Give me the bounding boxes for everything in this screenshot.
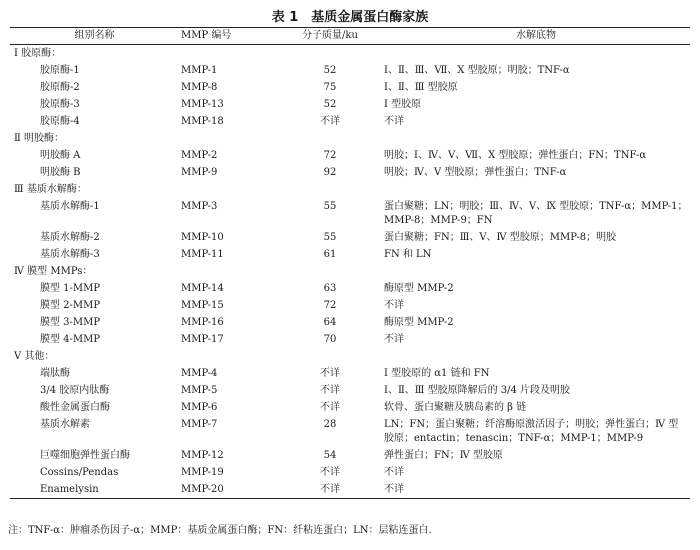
table-row — [10, 246, 690, 263]
group-row — [10, 348, 690, 365]
enzyme-name-cell: 巨噬细胞弹性蛋白酶 — [40, 450, 130, 461]
enzyme-name-cell: 3/4 胶原内肽酶 — [40, 385, 110, 396]
enzyme-name-cell: 膜型 2-MMP — [40, 300, 101, 311]
mmp-number-cell: MMP-2 — [181, 150, 218, 161]
enzyme-name-cell: 胶原酶-4 — [40, 116, 80, 127]
enzyme-name-cell: 基质水解酶-2 — [40, 232, 100, 243]
table-row — [10, 164, 690, 181]
table-row — [10, 365, 690, 382]
substrate-cell: 不详 — [382, 481, 690, 499]
mmp-number-cell: MMP-17 — [181, 334, 224, 345]
molecular-weight-cell: 70 — [323, 334, 337, 345]
molecular-weight-cell: 不详 — [320, 116, 340, 127]
table-title: 表 1 基质金属蛋白酶家族 — [271, 10, 429, 25]
mmp-number-cell: MMP-15 — [181, 300, 224, 311]
header-mmp-number: MMP 编号 — [179, 28, 278, 45]
mmp-number-cell: MMP-12 — [181, 450, 224, 461]
molecular-weight-cell: 63 — [323, 283, 337, 294]
mmp-family-table — [10, 27, 690, 499]
table-body — [10, 45, 690, 499]
table-row — [10, 229, 690, 246]
substrate-cell: Ⅰ 型胶原 — [384, 99, 422, 110]
substrate-cell: 明胶；Ⅰ、Ⅳ、Ⅴ、Ⅶ、Ⅹ 型胶原；弹性蛋白；FN；TNF-α — [384, 150, 647, 161]
substrate-cell: 软骨、蛋白聚糖及胰岛素的 β 链 — [384, 402, 527, 413]
molecular-weight-cell: 75 — [323, 82, 337, 93]
substrate-cell: 酶原型 MMP-2 — [384, 317, 454, 328]
mmp-number-cell: MMP-19 — [181, 467, 224, 478]
molecular-weight-cell: 92 — [323, 167, 337, 178]
substrate-cell: 不详 — [384, 300, 404, 311]
enzyme-name-cell: 明胶酶 A — [40, 150, 81, 161]
substrate-cell: LN；FN；蛋白聚糖；纤溶酶原激活因子；明胶；弹性蛋白；Ⅳ 型胶原；entactin；tenascin；TNF-α；MMP-1；MMP-9 — [384, 419, 679, 444]
enzyme-name-cell: 酸性金属蛋白酶 — [40, 402, 110, 413]
group-name: Ⅴ 其他： — [14, 351, 55, 362]
table-row — [10, 331, 690, 348]
group-row — [10, 130, 690, 147]
enzyme-name-cell: 胶原酶-3 — [40, 99, 80, 110]
molecular-weight-cell: 55 — [323, 232, 337, 243]
enzyme-name-cell: 基质水解酶-1 — [40, 201, 100, 212]
group-row — [10, 181, 690, 198]
table-row — [10, 62, 690, 79]
molecular-weight-cell: 不详 — [320, 402, 340, 413]
table-row — [10, 314, 690, 331]
table-row — [10, 447, 690, 464]
enzyme-name-cell: Cossins/Pendas — [40, 467, 119, 478]
substrate-cell: 蛋白聚糖；LN；明胶；Ⅲ、Ⅳ、Ⅴ、Ⅸ 型胶原；TNF-α；MMP-1；MMP-8；MMP-9；FN — [384, 201, 688, 226]
table-row — [10, 382, 690, 399]
enzyme-name-cell: 胶原酶-1 — [40, 65, 80, 76]
table-row — [10, 416, 690, 447]
molecular-weight-cell: 72 — [323, 300, 337, 311]
enzyme-name-cell: Enamelysin — [10, 481, 179, 499]
table-row — [10, 297, 690, 314]
substrate-cell: Ⅰ、Ⅱ、Ⅲ 型胶原降解后的 3/4 片段及明胶 — [384, 385, 571, 396]
molecular-weight-cell: 54 — [323, 450, 337, 461]
table-row — [10, 113, 690, 130]
table-row — [10, 198, 690, 229]
mmp-number-cell: MMP-20 — [179, 481, 278, 499]
molecular-weight-cell: 52 — [323, 65, 337, 76]
enzyme-name-cell: 基质水解素 — [40, 419, 90, 430]
enzyme-name-cell: 膜型 1-MMP — [40, 283, 101, 294]
enzyme-name-cell: 端肽酶 — [40, 368, 70, 379]
enzyme-name-cell: 膜型 4-MMP — [40, 334, 101, 345]
substrate-cell: Ⅰ、Ⅱ、Ⅲ 型胶原 — [384, 82, 458, 93]
table-row — [10, 399, 690, 416]
mmp-number-cell: MMP-16 — [181, 317, 224, 328]
substrate-cell: 不详 — [384, 334, 404, 345]
molecular-weight-cell: 72 — [323, 150, 337, 161]
table-footnote: 注：TNF-α：肿瘤杀伤因子-α；MMP：基质金属蛋白酶；FN：纤粘连蛋白；LN：层粘连蛋白. — [8, 525, 432, 536]
molecular-weight-cell: 61 — [323, 249, 337, 260]
enzyme-name-cell: 基质水解酶-3 — [40, 249, 100, 260]
group-name: Ⅰ 胶原酶： — [14, 48, 62, 59]
mmp-number-cell: MMP-8 — [181, 82, 218, 93]
substrate-cell: 不详 — [384, 116, 404, 127]
enzyme-name-cell: 膜型 3-MMP — [40, 317, 101, 328]
mmp-number-cell: MMP-11 — [181, 249, 224, 260]
mmp-number-cell: MMP-5 — [181, 385, 218, 396]
table-row — [10, 481, 690, 499]
group-name: Ⅳ 膜型 MMPs： — [14, 266, 93, 277]
substrate-cell: 酶原型 MMP-2 — [384, 283, 454, 294]
table-header-row — [10, 28, 690, 45]
mmp-number-cell: MMP-3 — [181, 201, 218, 212]
molecular-weight-cell: 55 — [323, 201, 337, 212]
molecular-weight-cell: 不详 — [320, 385, 340, 396]
substrate-cell: Ⅰ、Ⅱ、Ⅲ、Ⅶ、Ⅹ 型胶原；明胶；TNF-α — [384, 65, 570, 76]
header-substrate: 水解底物 — [382, 28, 690, 45]
substrate-cell: 蛋白聚糖；FN；Ⅲ、Ⅴ、Ⅳ 型胶原；MMP-8；明胶 — [384, 232, 617, 243]
molecular-weight-cell: 28 — [323, 419, 337, 430]
molecular-weight-cell: 64 — [323, 317, 337, 328]
substrate-cell: FN 和 LN — [384, 249, 432, 260]
table-row — [10, 280, 690, 297]
table-row — [10, 96, 690, 113]
table-row — [10, 79, 690, 96]
enzyme-name-cell: 明胶酶 B — [40, 167, 81, 178]
molecular-weight-cell: 不详 — [320, 368, 340, 379]
substrate-cell: Ⅰ 型胶原的 α1 链和 FN — [384, 368, 490, 379]
mmp-number-cell: MMP-10 — [181, 232, 224, 243]
mmp-number-cell: MMP-13 — [181, 99, 224, 110]
substrate-cell: 明胶；Ⅳ、Ⅴ 型胶原；弹性蛋白；TNF-α — [384, 167, 567, 178]
enzyme-name-cell: 胶原酶-2 — [40, 82, 80, 93]
header-molecular-weight: 分子质量/ku — [278, 28, 382, 45]
substrate-cell: 不详 — [384, 467, 404, 478]
table-row — [10, 464, 690, 481]
mmp-number-cell: MMP-18 — [181, 116, 224, 127]
table-row — [10, 147, 690, 164]
mmp-number-cell: MMP-9 — [181, 167, 218, 178]
group-name: Ⅲ 基质水解酶： — [14, 184, 87, 195]
molecular-weight-cell: 不详 — [278, 481, 382, 499]
substrate-cell: 弹性蛋白；FN；Ⅳ 型胶原 — [384, 450, 503, 461]
molecular-weight-cell: 52 — [323, 99, 337, 110]
group-name: Ⅱ 明胶酶： — [14, 133, 64, 144]
header-group-name: 组别名称 — [10, 28, 179, 45]
mmp-number-cell: MMP-6 — [181, 402, 218, 413]
molecular-weight-cell: 不详 — [320, 467, 340, 478]
group-row — [10, 45, 690, 63]
mmp-number-cell: MMP-14 — [181, 283, 224, 294]
mmp-number-cell: MMP-7 — [181, 419, 218, 430]
mmp-number-cell: MMP-1 — [181, 65, 218, 76]
group-row — [10, 263, 690, 280]
mmp-number-cell: MMP-4 — [181, 368, 218, 379]
